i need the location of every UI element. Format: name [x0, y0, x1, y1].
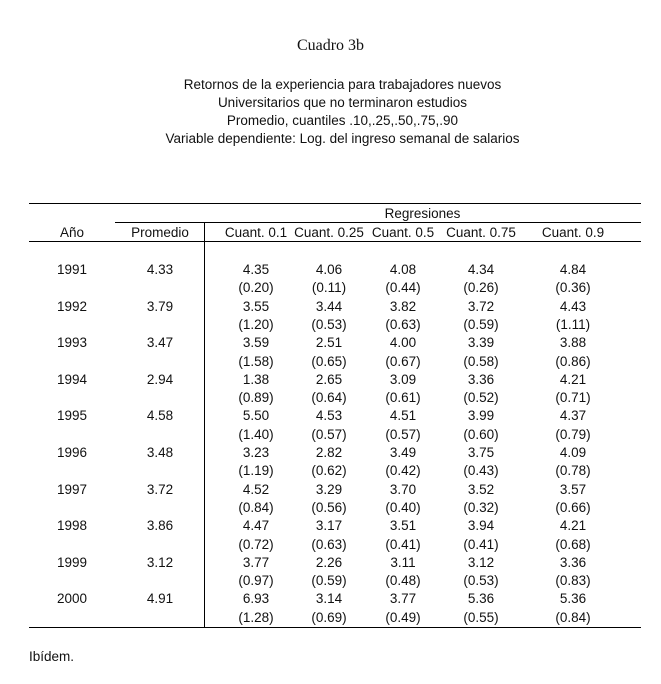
se-cell: (0.64)	[311, 390, 347, 406]
se-cell: (1.19)	[238, 463, 274, 479]
coef-cell: 3.77	[389, 591, 417, 607]
subtitle-line: Retornos de la experiencia para trabajadores nuevos	[183, 77, 502, 92]
se-cell: (0.26)	[463, 280, 499, 296]
se-cell: (0.71)	[555, 390, 591, 406]
coef-cell: 4.08	[389, 262, 417, 277]
se-cell: (0.20)	[238, 280, 274, 296]
coef-cell: 5.50	[242, 408, 270, 424]
se-cell: (0.41)	[385, 536, 421, 552]
se-cell: (0.84)	[555, 609, 591, 625]
se-cell: (0.53)	[463, 573, 499, 589]
coef-cell: 3.36	[559, 554, 587, 570]
se-cell: (0.55)	[463, 609, 499, 625]
mean-cell: 3.86	[146, 518, 174, 534]
coef-cell: 3.14	[315, 591, 343, 607]
se-cell: (0.62)	[311, 463, 347, 479]
column-header: Cuant. 0.75	[446, 225, 516, 240]
coef-cell: 3.72	[467, 298, 495, 314]
coef-cell: 3.94	[467, 518, 495, 534]
mean-cell: 3.48	[146, 445, 174, 460]
coef-cell: 3.57	[559, 481, 587, 497]
coef-cell: 3.09	[389, 371, 417, 387]
coef-cell: 3.55	[242, 298, 270, 314]
se-cell: (0.44)	[385, 280, 421, 296]
mean-cell: 4.33	[146, 262, 174, 277]
year-cell: 2000	[56, 591, 88, 607]
se-cell: (0.58)	[463, 353, 499, 369]
coef-cell: 6.93	[242, 591, 270, 607]
se-cell: (0.86)	[555, 353, 591, 369]
se-cell: (1.28)	[238, 609, 274, 625]
coef-cell: 4.21	[559, 518, 587, 534]
se-cell: (0.56)	[311, 499, 347, 515]
coef-cell: 4.51	[389, 408, 417, 424]
coef-cell: 3.52	[467, 481, 495, 497]
year-cell: 1996	[56, 445, 88, 460]
mean-cell: 3.47	[146, 335, 174, 351]
se-cell: (0.43)	[463, 463, 499, 479]
se-cell: (0.59)	[311, 573, 347, 589]
se-cell: (0.11)	[311, 280, 347, 296]
column-header: Año	[59, 225, 85, 240]
se-cell: (1.20)	[238, 316, 274, 332]
se-cell: (0.40)	[385, 499, 421, 515]
coef-cell: 4.00	[389, 335, 417, 351]
coef-cell: 2.26	[315, 554, 343, 570]
coef-cell: 3.99	[467, 408, 495, 424]
column-header: Cuant. 0.25	[294, 225, 364, 240]
coef-cell: 4.21	[559, 371, 587, 387]
top-rule	[29, 203, 641, 204]
coef-cell: 3.29	[315, 481, 343, 497]
coef-cell: 2.51	[315, 335, 343, 351]
se-cell: (0.68)	[555, 536, 591, 552]
se-cell: (0.53)	[311, 316, 347, 332]
se-cell: (0.57)	[385, 426, 421, 442]
year-cell: 1993	[56, 335, 88, 351]
column-header: Promedio	[131, 225, 189, 240]
coef-cell: 4.43	[559, 298, 587, 314]
header-rule	[29, 241, 641, 242]
se-cell: (0.63)	[385, 316, 421, 332]
coef-cell: 3.77	[242, 554, 270, 570]
coef-cell: 3.12	[467, 554, 495, 570]
coef-cell: 4.34	[467, 262, 495, 277]
se-cell: (0.57)	[311, 426, 347, 442]
source-note: Ibídem.	[29, 649, 75, 664]
coef-cell: 4.37	[559, 408, 587, 424]
coef-cell: 3.75	[467, 445, 495, 460]
coef-cell: 1.38	[242, 371, 270, 387]
coef-cell: 3.59	[242, 335, 270, 351]
group-header: Regresiones	[384, 206, 461, 221]
se-cell: (0.48)	[385, 573, 421, 589]
mean-cell: 3.12	[146, 554, 174, 570]
column-header: Cuant. 0.5	[371, 225, 435, 240]
year-cell: 1995	[56, 408, 88, 424]
coef-cell: 4.52	[242, 481, 270, 497]
table-subtitles	[0, 76, 661, 148]
coef-cell: 2.65	[315, 371, 343, 387]
coef-cell: 5.36	[559, 591, 587, 607]
mean-cell: 4.58	[146, 408, 174, 424]
year-cell: 1998	[56, 518, 88, 534]
se-cell: (0.60)	[463, 426, 499, 442]
se-cell: (0.66)	[555, 499, 591, 515]
subtitle-line: Universitarios que no terminaron estudios	[217, 95, 468, 110]
year-cell: 1991	[56, 262, 88, 277]
coef-cell: 3.11	[390, 554, 416, 570]
mean-cell: 2.94	[146, 371, 174, 387]
se-cell: (0.61)	[385, 390, 421, 406]
coef-cell: 3.17	[315, 518, 343, 534]
se-cell: (0.36)	[555, 280, 591, 296]
se-cell: (1.58)	[238, 353, 274, 369]
mean-cell: 4.91	[146, 591, 174, 607]
group-rule	[115, 222, 641, 223]
coef-cell: 4.53	[315, 408, 343, 424]
coef-cell: 3.44	[315, 298, 343, 314]
coef-cell: 3.82	[389, 298, 417, 314]
se-cell: (1.40)	[238, 426, 274, 442]
subtitle-line: Variable dependiente: Log. del ingreso semanal de salarios	[165, 131, 520, 146]
se-cell: (0.41)	[463, 536, 499, 552]
year-cell: 1999	[56, 554, 88, 570]
coef-cell: 4.35	[242, 262, 270, 277]
se-cell: (0.52)	[463, 390, 499, 406]
coef-cell: 3.39	[467, 335, 495, 351]
coef-cell: 3.49	[389, 445, 417, 460]
coef-cell: 3.36	[467, 371, 495, 387]
se-cell: (0.89)	[238, 390, 274, 406]
coef-cell: 4.84	[559, 262, 587, 277]
se-cell: (0.67)	[385, 353, 421, 369]
se-cell: (0.65)	[311, 353, 347, 369]
se-cell: (0.79)	[555, 426, 591, 442]
bottom-rule	[29, 627, 641, 628]
coef-cell: 3.70	[389, 481, 417, 497]
se-cell: (0.78)	[555, 463, 591, 479]
column-header: Cuant. 0.1	[224, 225, 288, 240]
se-cell: (0.84)	[238, 499, 274, 515]
se-cell: (0.97)	[238, 573, 274, 589]
table-title: Cuadro 3b	[296, 37, 365, 54]
coef-cell: 4.06	[315, 262, 343, 277]
se-cell: (0.59)	[463, 316, 499, 332]
year-cell: 1992	[56, 298, 88, 314]
coef-cell: 3.51	[389, 518, 417, 534]
se-cell: (1.11)	[555, 316, 591, 332]
se-cell: (0.72)	[238, 536, 274, 552]
se-cell: (0.42)	[385, 463, 421, 479]
coef-cell: 2.82	[315, 445, 343, 460]
se-cell: (0.32)	[463, 499, 499, 515]
column-header: Cuant. 0.9	[541, 225, 605, 240]
year-cell: 1997	[56, 481, 88, 497]
coef-cell: 4.09	[559, 445, 587, 460]
subtitle-line: Promedio, cuantiles .10,.25,.50,.75,.90	[226, 113, 459, 128]
mean-cell: 3.72	[146, 481, 174, 497]
mean-cell: 3.79	[146, 298, 174, 314]
coef-cell: 3.88	[559, 335, 587, 351]
coef-cell: 3.23	[242, 445, 270, 460]
se-cell: (0.69)	[311, 609, 347, 625]
coef-cell: 5.36	[467, 591, 495, 607]
se-cell: (0.49)	[385, 609, 421, 625]
se-cell: (0.83)	[555, 573, 591, 589]
se-cell: (0.63)	[311, 536, 347, 552]
coef-cell: 4.47	[242, 518, 270, 534]
year-cell: 1994	[56, 371, 88, 387]
